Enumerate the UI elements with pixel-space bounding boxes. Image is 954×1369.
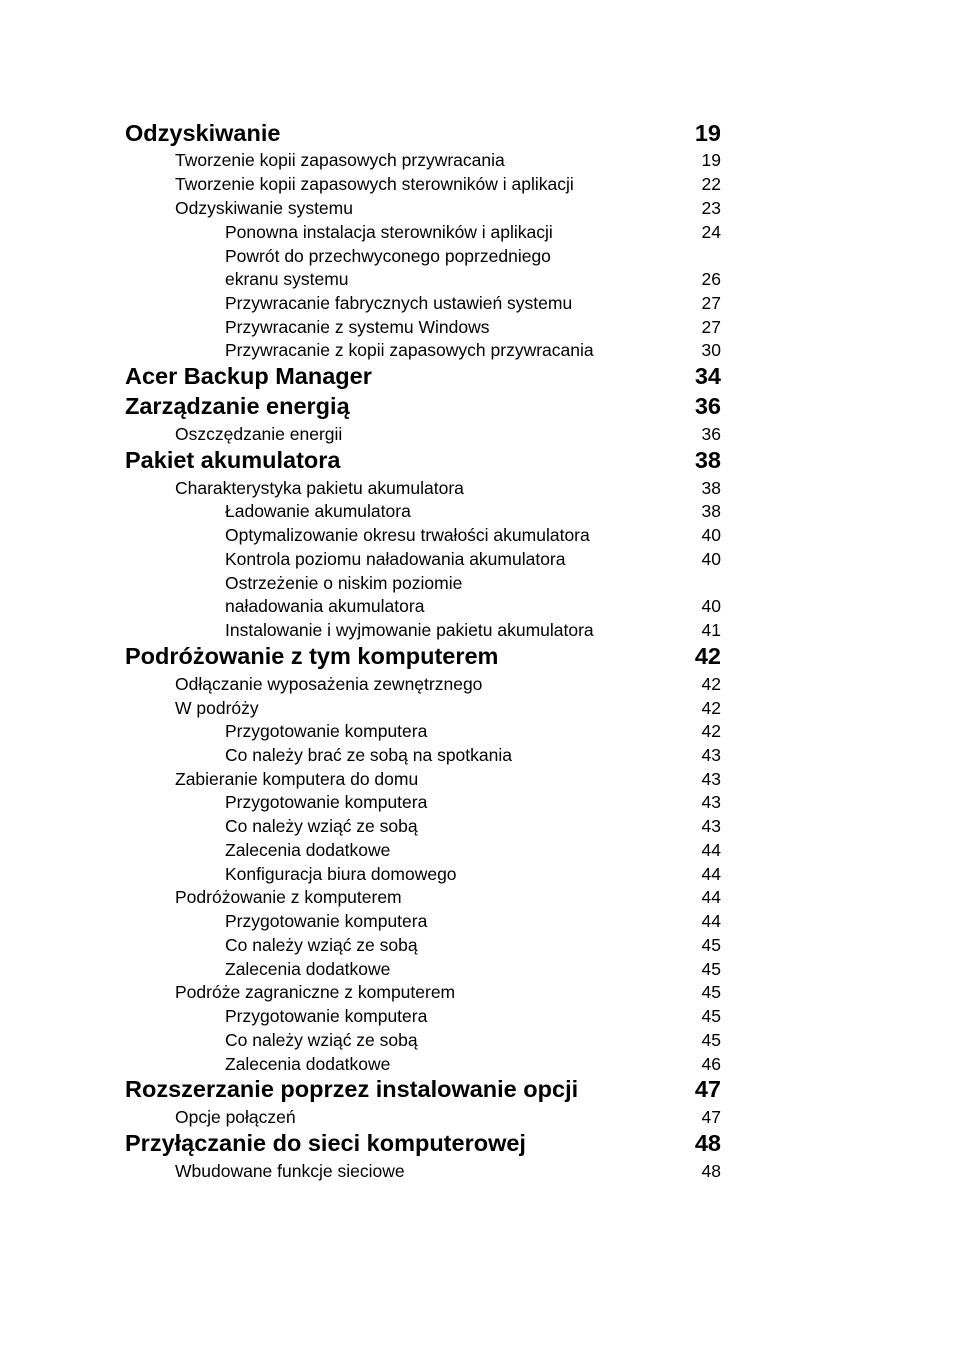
toc-entry-title: Acer Backup Manager	[125, 363, 372, 389]
toc-entry-title: Pakiet akumulatora	[125, 447, 341, 473]
toc-entry-page-number: 30	[701, 340, 721, 360]
toc-entry-page-number: 38	[701, 478, 721, 498]
toc-entry-page-number: 45	[701, 959, 721, 979]
toc-entry-page-number: 42	[694, 643, 721, 669]
toc-entry-title: Podróżowanie z komputerem	[175, 887, 402, 907]
toc-entry-title: Przygotowanie komputera	[225, 911, 428, 931]
toc-entry-page-number: 43	[701, 769, 721, 789]
toc-entry-title: Co należy wziąć ze sobą	[225, 816, 418, 836]
toc-entry-title: Kontrola poziomu naładowania akumulatora	[225, 549, 566, 569]
toc-entry-title: Przywracanie fabrycznych ustawień systemu	[225, 293, 573, 313]
toc-entry-page-number: 34	[694, 363, 721, 389]
toc-entry-title: Przygotowanie komputera	[225, 792, 428, 812]
toc-entry-title: Optymalizowanie okresu trwałości akumulatora	[225, 525, 590, 545]
toc-entry-title: Odłączanie wyposażenia zewnętrznego	[175, 674, 483, 694]
toc-entry-title: Charakterystyka pakietu akumulatora	[175, 478, 464, 498]
toc-entry-page-number: 22	[701, 174, 721, 194]
toc-entry-title: W podróży	[175, 698, 259, 718]
toc-entry-title: Zarządzanie energią	[125, 393, 350, 419]
toc-entry-page-number: 43	[701, 816, 721, 836]
toc-entry-page-number: 43	[701, 792, 721, 812]
toc-entry-title: Co należy brać ze sobą na spotkania	[225, 745, 512, 765]
toc-entry-title: Instalowanie i wyjmowanie pakietu akumulatora	[225, 620, 594, 640]
toc-entry-page-number: 40	[701, 525, 721, 545]
toc-entry-title: Zalecenia dodatkowe	[225, 1054, 391, 1074]
toc-entry-title: Zalecenia dodatkowe	[225, 959, 391, 979]
toc-entry-title: Zalecenia dodatkowe	[225, 840, 391, 860]
toc-entry-page-number: 19	[694, 120, 721, 146]
toc-entry-page-number: 44	[701, 887, 721, 907]
toc-entry-page-number: 40	[701, 596, 721, 616]
toc-entry-title: Ostrzeżenie o niskim poziomie	[225, 573, 463, 593]
toc-entry-page-number: 27	[701, 317, 721, 337]
toc-entry-title: naładowania akumulatora	[225, 596, 425, 616]
toc-entry-page-number: 47	[701, 1107, 721, 1127]
toc-entry-title: Odzyskiwanie	[125, 120, 281, 146]
toc-entry-page-number: 26	[701, 269, 721, 289]
toc-entry-page-number: 43	[701, 745, 721, 765]
toc-entry-page-number: 40	[701, 549, 721, 569]
toc-entry-title: Przygotowanie komputera	[225, 1006, 428, 1026]
toc-entry-page-number: 42	[701, 698, 721, 718]
toc-entry-title: Ponowna instalacja sterowników i aplikacji	[225, 222, 553, 242]
toc-entry-title: Co należy wziąć ze sobą	[225, 935, 418, 955]
toc-entry-title: Rozszerzanie poprzez instalowanie opcji	[125, 1076, 579, 1102]
toc-entry-page-number: 44	[701, 864, 721, 884]
toc-entry-title: Zabieranie komputera do domu	[175, 769, 419, 789]
toc-entry-page-number: 45	[701, 935, 721, 955]
toc-entry-title: Co należy wziąć ze sobą	[225, 1030, 418, 1050]
toc-entry-page-number: 48	[694, 1130, 721, 1156]
toc-entry-title: Podróże zagraniczne z komputerem	[175, 982, 456, 1002]
toc-entry-title: Przygotowanie komputera	[225, 721, 428, 741]
toc-entry-title: Przyłączanie do sieci komputerowej	[125, 1130, 526, 1156]
toc-entry-title: ekranu systemu	[225, 269, 349, 289]
toc-entry-page-number: 46	[701, 1054, 721, 1074]
toc-entry-page-number: 45	[701, 1006, 721, 1026]
toc-entry-page-number: 27	[701, 293, 721, 313]
toc-entry-page-number: 44	[701, 840, 721, 860]
toc-entry-title: Tworzenie kopii zapasowych przywracania	[175, 150, 505, 170]
toc-entry-page-number: 41	[701, 620, 721, 640]
toc-entry-page-number: 42	[701, 674, 721, 694]
toc-entry-page-number: 19	[701, 150, 721, 170]
toc-entry-page-number: 47	[694, 1076, 721, 1102]
toc-entry-page-number: 36	[701, 424, 721, 444]
toc-entry-page-number: 48	[701, 1161, 721, 1181]
toc-entry-page-number: 42	[701, 721, 721, 741]
toc-entry-title: Wbudowane funkcje sieciowe	[175, 1161, 405, 1181]
toc-entry-title: Przywracanie z systemu Windows	[225, 317, 490, 337]
toc-entry-title: Ładowanie akumulatora	[225, 501, 411, 521]
toc-entry-title: Powrót do przechwyconego poprzedniego	[225, 246, 551, 266]
toc-entry-title: Konfiguracja biura domowego	[225, 864, 457, 884]
toc-entry-page-number: 24	[701, 222, 721, 242]
toc-entry-title: Oszczędzanie energii	[175, 424, 343, 444]
toc-entry-title: Tworzenie kopii zapasowych sterowników i aplikacji	[175, 174, 574, 194]
toc-entry-page-number: 45	[701, 1030, 721, 1050]
toc-entry-page-number: 45	[701, 982, 721, 1002]
toc-entry-page-number: 36	[694, 393, 721, 419]
toc-entry-page-number: 44	[701, 911, 721, 931]
toc-entry-title: Opcje połączeń	[175, 1107, 296, 1127]
toc-entry-title: Przywracanie z kopii zapasowych przywracania	[225, 340, 594, 360]
toc-entry-page-number: 38	[701, 501, 721, 521]
toc-entry-page-number: 23	[701, 198, 721, 218]
toc-entry-page-number: 38	[694, 447, 721, 473]
toc-entry-title: Odzyskiwanie systemu	[175, 198, 353, 218]
toc-entry-title: Podróżowanie z tym komputerem	[125, 643, 499, 669]
